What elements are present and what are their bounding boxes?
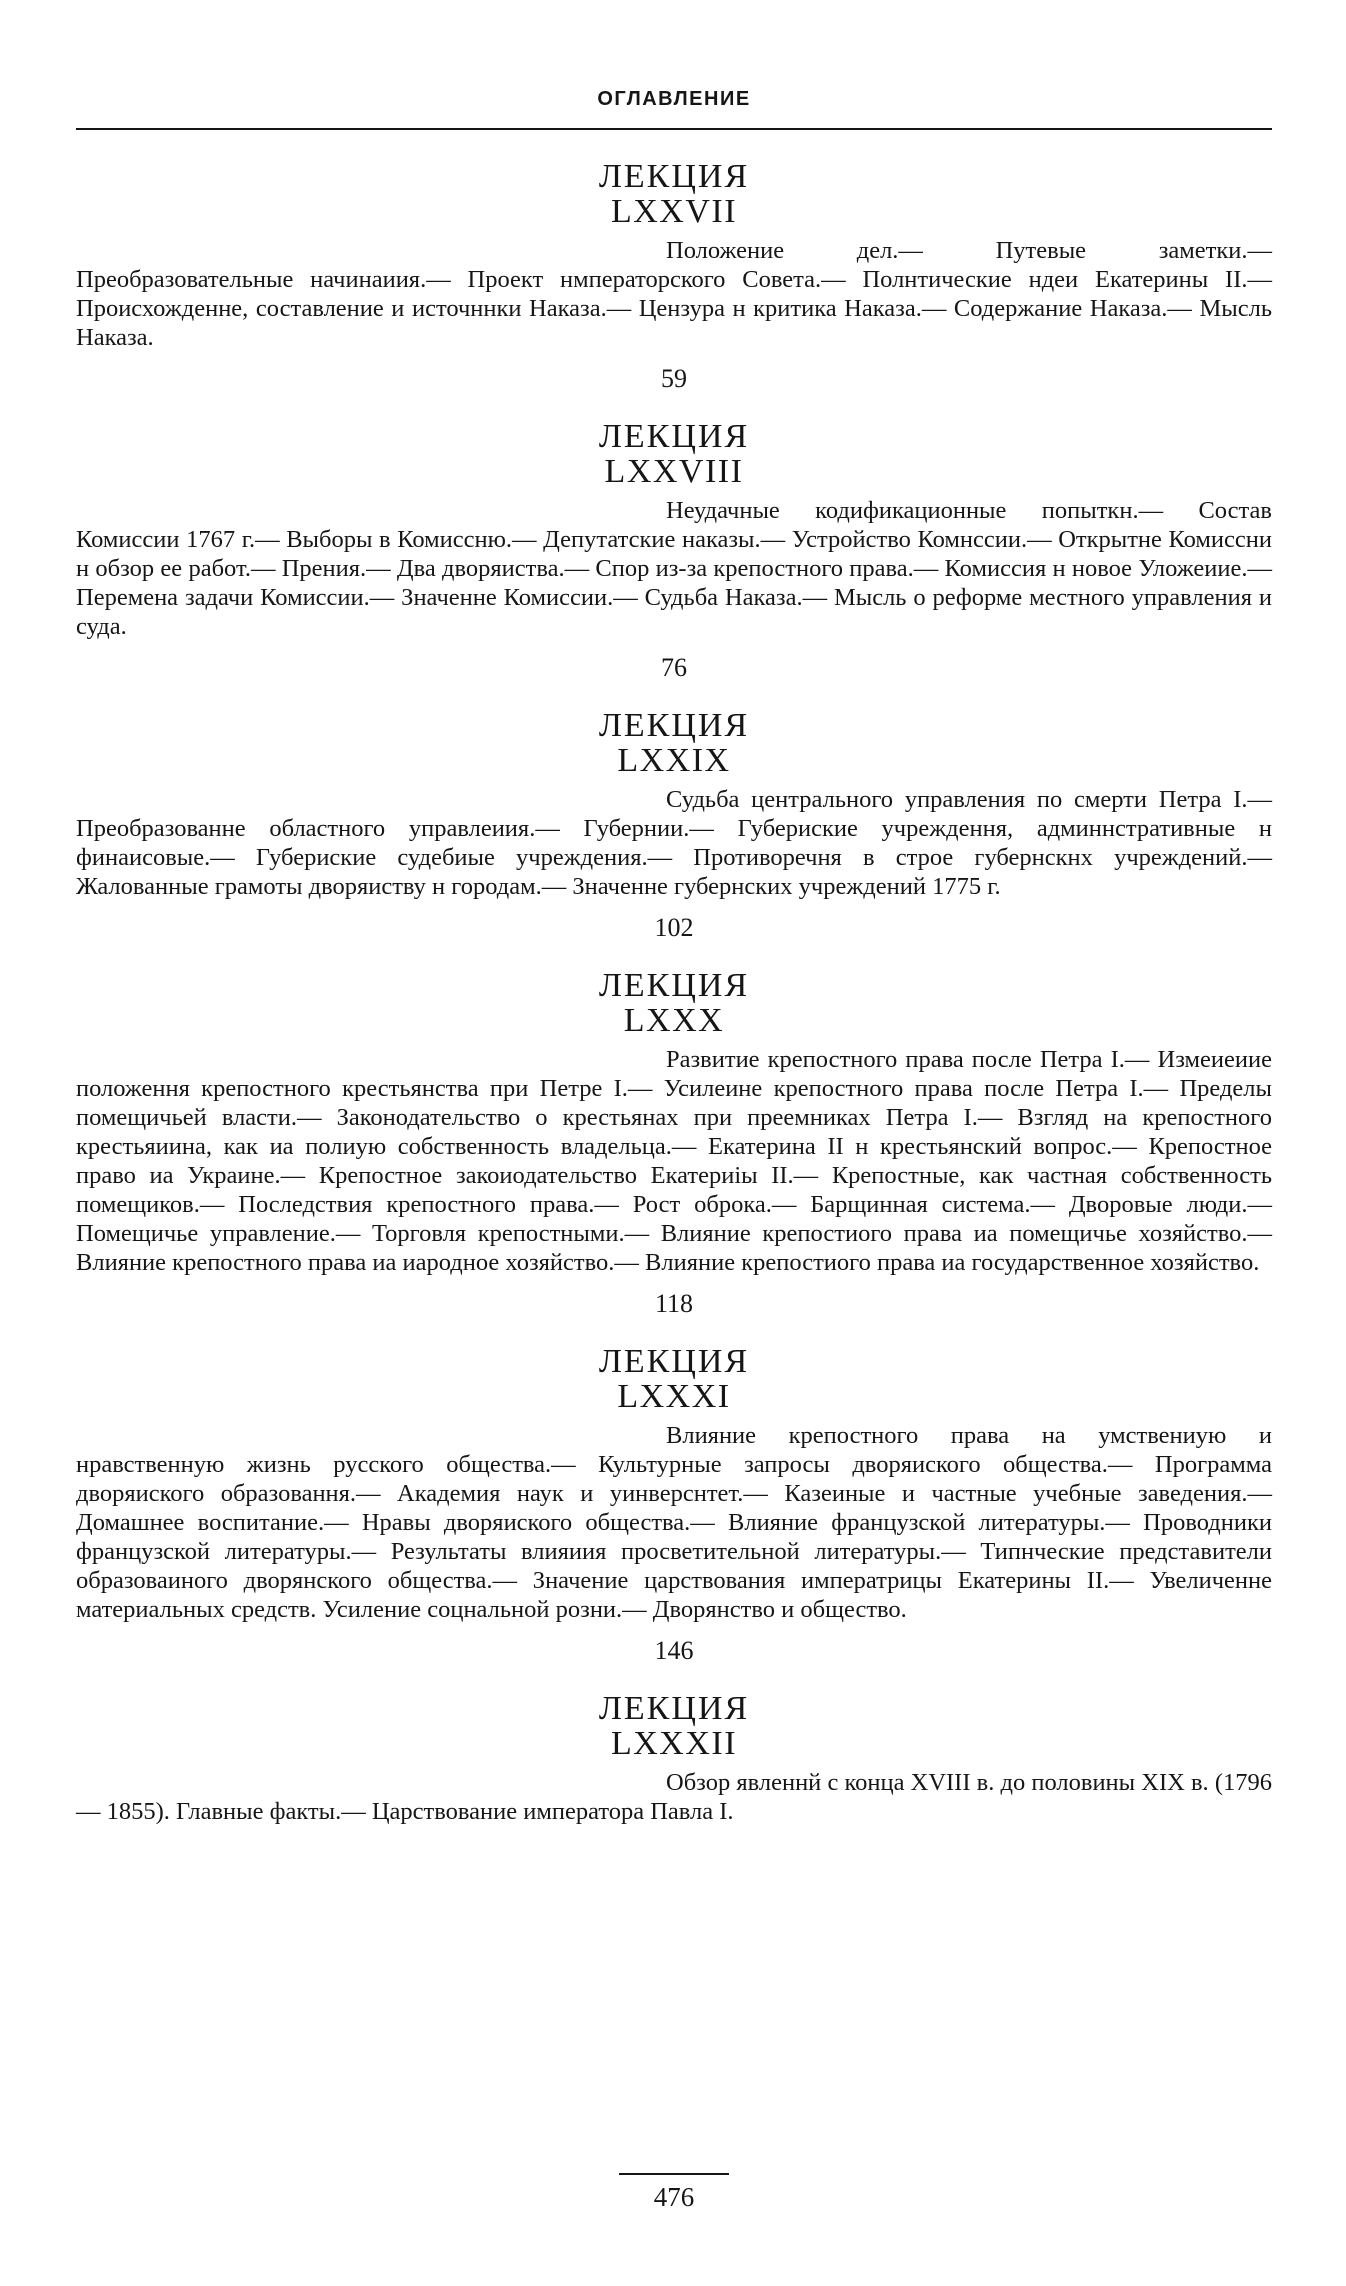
footer-rule xyxy=(619,2173,729,2175)
lecture-number: LXXVIII xyxy=(604,453,744,490)
lecture-summary: Судьба центрального управления по смерти Петра I.— Преобразованне областного управлеиия.— Губернии.— Губериские учреждення, админнстративные н финаисовые.— Губериские судебиые учреждения.— Противоречня в строе губернскнх учреждений.— Жалованные грамоты дворяиству н городам.— Значенне губернских учреждений 1775 г. xyxy=(76,786,1272,900)
lecture-heading: ЛЕКЦИЯ xyxy=(598,967,750,1004)
lecture-entry-lxxx xyxy=(76,969,1272,1319)
lecture-summary: Обзор явленнй с конца XVIII в. до половины XIX в. (1796— 1855). Главные факты.— Царствование императора Павла I. xyxy=(76,1769,1272,1825)
lecture-summary: Положение дел.— Путевые заметки.— Преобразовательные начинаиия.— Проект нмператорского Совета.— Полнтические ндеи Екатерины II.— Происхожденне, составление и источннки Наказа.— Цензура н критика Наказа.— Содержание Наказа.— Мысль Наказа. xyxy=(76,237,1272,351)
lecture-heading: ЛЕКЦИЯ xyxy=(598,158,750,195)
document-page xyxy=(76,0,1272,2286)
lecture-page-number: 102 xyxy=(654,913,694,942)
lecture-page-number: 146 xyxy=(654,1636,694,1665)
lecture-entry-lxxix xyxy=(76,709,1272,943)
lecture-heading: ЛЕКЦИЯ xyxy=(598,1690,750,1727)
lecture-entry-lxxvii xyxy=(76,160,1272,394)
lecture-entry-lxxxii xyxy=(76,1692,1272,1826)
lecture-entry-lxxxi xyxy=(76,1345,1272,1666)
table-of-contents xyxy=(76,160,1272,1826)
lecture-heading: ЛЕКЦИЯ xyxy=(598,1343,750,1380)
lecture-page-number: 76 xyxy=(661,653,687,682)
lecture-summary: Развитие крепостного права после Петра I.— Измеиеиие положення крепостного крестьянства при Петре I.— Усилеине крепостного права после Петра I.— Пределы помещичьей власти.— Законодательство о крестьянах при преемниках Петра I.— Взгляд на крепостного крестьяиина, как иа полиую собственность владельца.— Екатерина II н крестьянский вопрос.— Крепостное право иа Украине.— Крепостное закоиодательство Екатериiы II.— Крепостные, как частная собственность помещиков.— Последствия крепостного права.— Рост оброка.— Барщинная система.— Дворовые люди.— Помещичье управление.— Торговля крепостными.— Влияние крепостиого права иа помещичье хозяйство.— Влияние крепостного права иа иародное хозяйство.— Влияние крепостиого права иа государственное хозяйство. xyxy=(76,1046,1272,1276)
lecture-number: LXXXI xyxy=(617,1378,731,1415)
lecture-number: LXXXII xyxy=(610,1725,738,1762)
header-rule xyxy=(76,128,1272,130)
lecture-number: LXXIX xyxy=(617,742,731,779)
lecture-summary: Неудачные кодификационные попыткн.— Состав Комиссии 1767 г.— Выборы в Комиссню.— Депутатские наказы.— Устройство Комнссии.— Открытне Комиссни н обзор ее работ.— Прения.— Два дворяиства.— Спор из-за крепостного права.— Комиссия н новое Уложеиие.— Перемена задачи Комиссии.— Значенне Комиссии.— Судьба Наказа.— Мысль о реформе местного управления и суда. xyxy=(76,497,1272,640)
lecture-number: LXXX xyxy=(623,1002,725,1039)
lecture-entry-lxxviii xyxy=(76,420,1272,683)
lecture-page-number: 118 xyxy=(654,1289,694,1318)
lecture-heading: ЛЕКЦИЯ xyxy=(598,418,750,455)
lecture-summary: Влияние крепостного права на умствениую и нравственную жизнь русского общества.— Культурные запросы дворяиского общества.— Программа дворяиского образовання.— Академия наук и уинверснтет.— Казеиные и частные учебные заведения.— Домашнее воспитание.— Нравы дворяиского общества.— Влияние французской литературы.— Проводники французской литературы.— Результаты влияиия просветительной литературы.— Типнческие представители образоваиного дворянского общества.— Значение царствования императрицы Екатерины II.— Увеличенне материальных средств. Усиление соцнальной розни.— Дворянство и общество. xyxy=(76,1422,1272,1623)
lecture-heading: ЛЕКЦИЯ xyxy=(598,707,750,744)
page-folio-number: 476 xyxy=(653,2182,695,2212)
lecture-number: LXXVII xyxy=(610,193,738,230)
lecture-page-number: 59 xyxy=(661,364,687,393)
running-header: ОГЛАВЛЕНИЕ xyxy=(597,88,751,110)
